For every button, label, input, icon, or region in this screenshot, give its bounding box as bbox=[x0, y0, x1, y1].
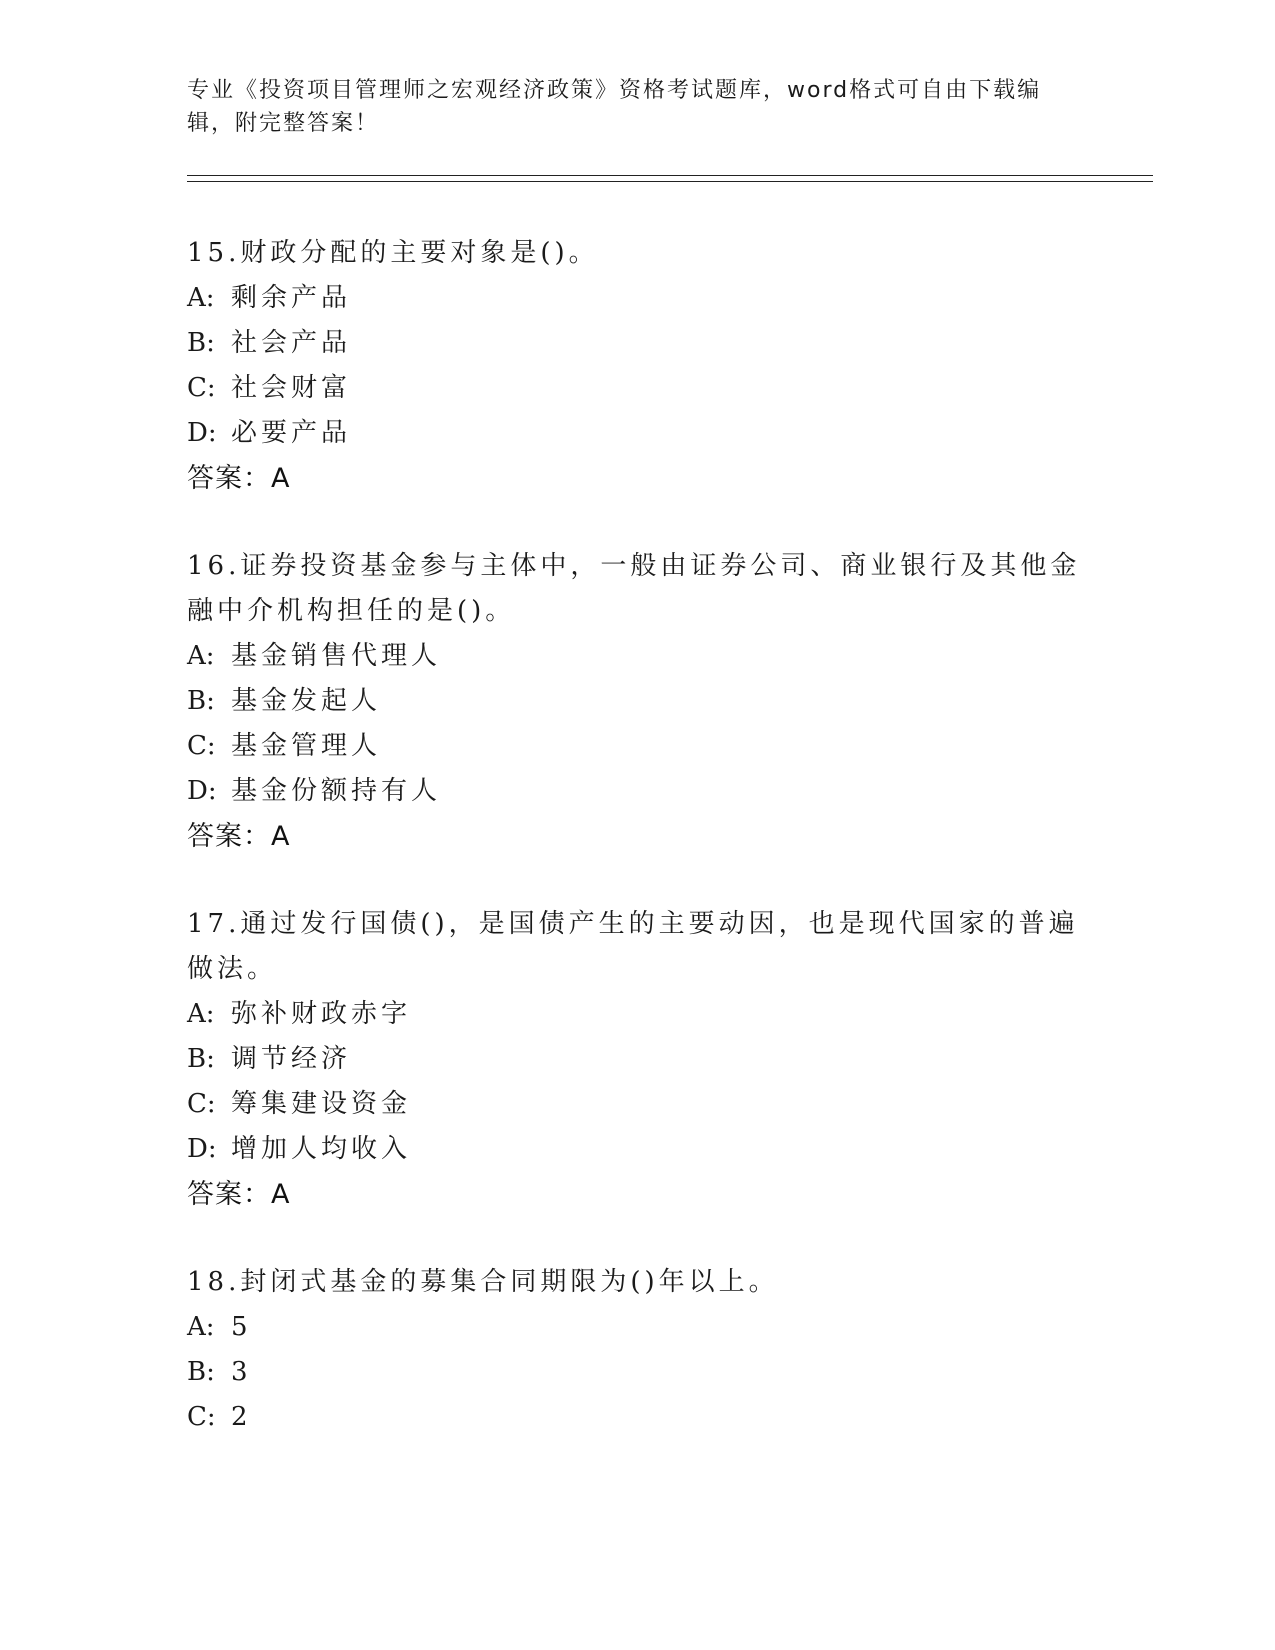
option-text: 5 bbox=[231, 1312, 252, 1342]
option-a bbox=[187, 1305, 1087, 1350]
question-stem: 16.证券投资基金参与主体中，一般由证券公司、商业银行及其他金融中介机构担任的是()。 bbox=[187, 551, 1081, 626]
document-header: 专业《投资项目管理师之宏观经济政策》资格考试题库，word格式可自由下载编辑，附完整答案！ bbox=[187, 78, 1042, 136]
option-text: 基金份额持有人 bbox=[231, 776, 442, 806]
option-text: 3 bbox=[231, 1357, 252, 1387]
option-key: C: bbox=[187, 1402, 216, 1432]
option-key: B: bbox=[187, 1044, 215, 1074]
question-18 bbox=[187, 1260, 1087, 1440]
option-key: D: bbox=[187, 776, 217, 806]
option-d bbox=[187, 411, 1087, 456]
option-key: B: bbox=[187, 686, 215, 716]
option-key: D: bbox=[187, 418, 217, 448]
option-key: A: bbox=[187, 283, 215, 313]
option-c bbox=[187, 724, 1087, 769]
option-text: 社会产品 bbox=[231, 328, 352, 358]
question-16 bbox=[187, 544, 1087, 860]
question-list bbox=[187, 231, 1087, 1482]
option-key: C: bbox=[187, 731, 216, 761]
option-text: 筹集建设资金 bbox=[231, 1089, 412, 1119]
option-text: 基金发起人 bbox=[231, 686, 382, 716]
option-text: 增加人均收入 bbox=[231, 1134, 412, 1164]
option-c bbox=[187, 1082, 1087, 1127]
option-a bbox=[187, 992, 1087, 1037]
answer-line: 答案：A bbox=[187, 463, 291, 494]
option-d bbox=[187, 1127, 1087, 1172]
option-text: 社会财富 bbox=[231, 373, 352, 403]
option-b bbox=[187, 1037, 1087, 1082]
option-b bbox=[187, 321, 1087, 366]
option-text: 基金管理人 bbox=[231, 731, 382, 761]
option-key: B: bbox=[187, 1357, 215, 1387]
option-key: A: bbox=[187, 1312, 215, 1342]
option-text: 基金销售代理人 bbox=[231, 641, 442, 671]
option-text: 剩余产品 bbox=[231, 283, 352, 313]
option-c bbox=[187, 366, 1087, 411]
option-c bbox=[187, 1395, 1087, 1440]
question-15 bbox=[187, 231, 1087, 502]
option-text: 调节经济 bbox=[231, 1044, 352, 1074]
header-divider-bottom bbox=[187, 181, 1153, 182]
header-divider-top bbox=[187, 175, 1153, 176]
question-17 bbox=[187, 902, 1087, 1218]
option-key: C: bbox=[187, 373, 216, 403]
question-stem: 15.财政分配的主要对象是()。 bbox=[187, 238, 599, 268]
option-text: 弥补财政赤字 bbox=[231, 999, 412, 1029]
option-d bbox=[187, 769, 1087, 814]
option-b bbox=[187, 1350, 1087, 1395]
option-key: C: bbox=[187, 1089, 216, 1119]
answer-line: 答案：A bbox=[187, 1179, 291, 1210]
option-key: A: bbox=[187, 999, 215, 1029]
question-stem: 18.封闭式基金的募集合同期限为()年以上。 bbox=[187, 1267, 779, 1297]
option-a bbox=[187, 276, 1087, 321]
option-text: 必要产品 bbox=[231, 418, 352, 448]
option-b bbox=[187, 679, 1087, 724]
option-key: D: bbox=[187, 1134, 217, 1164]
option-a bbox=[187, 634, 1087, 679]
option-key: B: bbox=[187, 328, 215, 358]
answer-line: 答案：A bbox=[187, 821, 291, 852]
option-text: 2 bbox=[231, 1402, 252, 1432]
question-stem: 17.通过发行国债()，是国债产生的主要动因，也是现代国家的普遍做法。 bbox=[187, 909, 1079, 984]
option-key: A: bbox=[187, 641, 215, 671]
